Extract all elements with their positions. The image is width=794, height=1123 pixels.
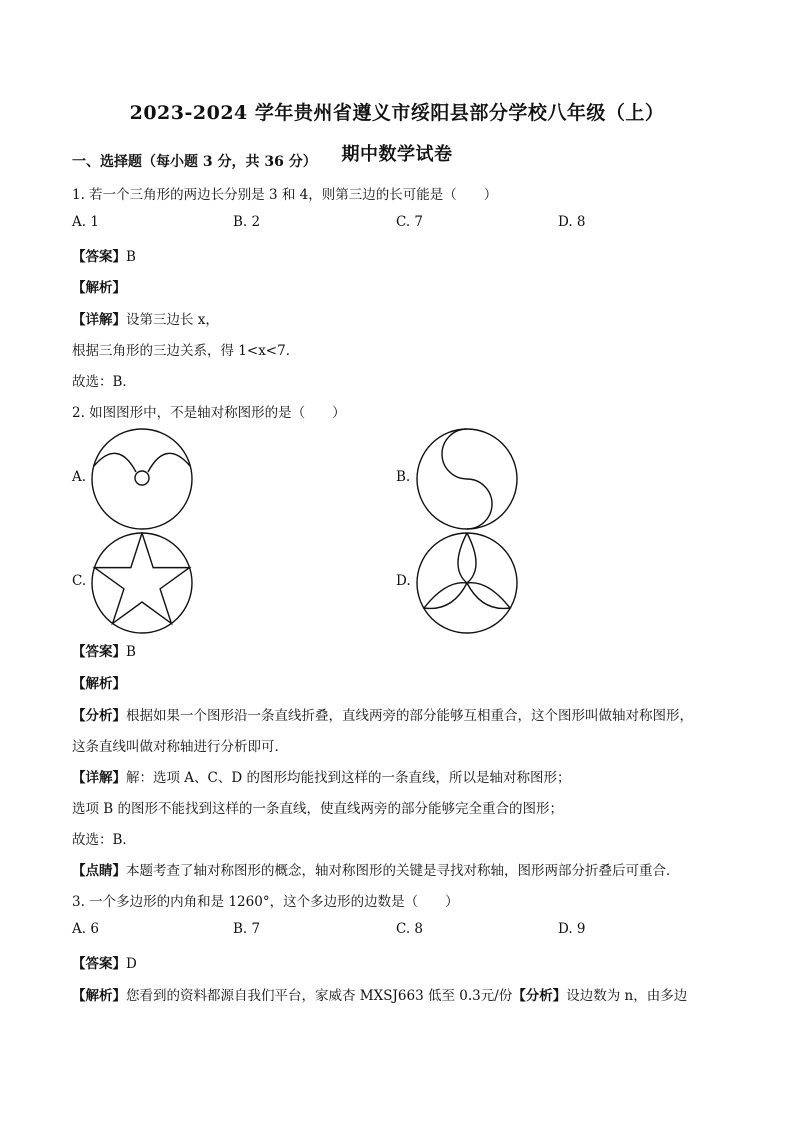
q2-answer — [72, 640, 136, 660]
detail-tag: 【详解】 — [72, 770, 126, 786]
q2-conclusion: 故选：B． — [72, 832, 136, 848]
q2-stem: 2. 如图图形中，不是轴对称图形的是（ ） — [72, 405, 346, 421]
q1-answer — [72, 245, 136, 265]
q2-detail-line2: 选项 B 的图形不能找到这样的一条直线，使直线两旁的部分能够完全重合的图形； — [72, 801, 564, 817]
q3-analysis-line — [72, 984, 687, 1004]
q1-option-c: C. 7 — [396, 214, 424, 230]
answer-value: B — [126, 249, 136, 265]
q2-label-b: B. — [396, 469, 411, 485]
analysis-tag: 【解析】 — [72, 988, 126, 1004]
fenxi-text: 设边数为 n，由多边 — [566, 988, 688, 1004]
q1-stem: 1. 若一个三角形的两边长分别是 3 和 4，则第三边的长可能是（ ） — [72, 187, 498, 203]
q2-analysis-tag: 【解析】 — [72, 676, 126, 692]
q2-dianjing — [72, 859, 680, 879]
exam-subtitle: 期中数学试卷 — [341, 144, 453, 165]
answer-tag: 【答案】 — [72, 956, 126, 972]
q1-option-a: A. 1 — [72, 214, 99, 230]
exam-title: 2023-2024 学年贵州省遵义市绥阳县部分学校八年级（上） — [129, 102, 665, 124]
promo-text: 您看到的资料都源自我们平台，家威杏 MXSJ663 低至 0.3元/份 — [126, 988, 513, 1004]
q2-label-a: A. — [72, 469, 87, 485]
detail-text: 解：选项 A、C、D 的图形均能找到这样的一条直线，所以是轴对称图形； — [126, 770, 571, 786]
fenxi-tag: 【分析】 — [72, 708, 126, 724]
answer-value: B — [126, 644, 136, 660]
q3-stem: 3. 一个多边形的内角和是 1260°，这个多边形的边数是（ ） — [72, 894, 459, 910]
figure-c-star — [91, 532, 193, 634]
q1-option-d: D. 8 — [558, 214, 586, 230]
q2-detail — [72, 766, 570, 786]
q1-conclusion: 故选：B． — [72, 374, 136, 390]
q2-fenxi-line2: 这条直线叫做对称轴进行分析即可． — [72, 739, 288, 755]
q3-option-b: B. 7 — [233, 921, 261, 937]
figure-a-circle-arcs — [91, 428, 193, 530]
q2-label-d: D. — [396, 573, 411, 589]
q1-analysis-tag: 【解析】 — [72, 280, 126, 296]
q1-option-b: B. 2 — [233, 214, 261, 230]
dianjing-text: 本题考查了轴对称图形的概念，轴对称图形的关键是寻找对称轴，图形两部分折叠后可重合． — [126, 863, 680, 879]
answer-tag: 【答案】 — [72, 644, 126, 660]
dianjing-tag: 【点睛】 — [72, 863, 126, 879]
detail-tag: 【详解】 — [72, 312, 126, 328]
q3-option-c: C. 8 — [396, 921, 424, 937]
q1-detail — [72, 308, 219, 328]
q1-detail-line2: 根据三角形的三边关系，得 1<x<7． — [72, 343, 300, 359]
q2-label-c: C. — [72, 573, 87, 589]
figure-d-petals — [416, 532, 518, 634]
answer-tag: 【答案】 — [72, 249, 126, 265]
fenxi-tag: 【分析】 — [512, 988, 567, 1004]
q2-fenxi — [72, 704, 693, 724]
q3-option-a: A. 6 — [72, 921, 99, 937]
detail-text: 设第三边长 x， — [126, 312, 219, 328]
q3-answer — [72, 952, 137, 972]
figure-b-yin-yang — [416, 428, 518, 530]
fenxi-text: 根据如果一个图形沿一条直线折叠，直线两旁的部分能够互相重合，这个图形叫做轴对称图形， — [126, 708, 693, 724]
section-heading: 一、选择题（每小题 3 分，共 36 分） — [72, 154, 317, 170]
answer-value: D — [126, 956, 137, 972]
q3-option-d: D. 9 — [558, 921, 586, 937]
